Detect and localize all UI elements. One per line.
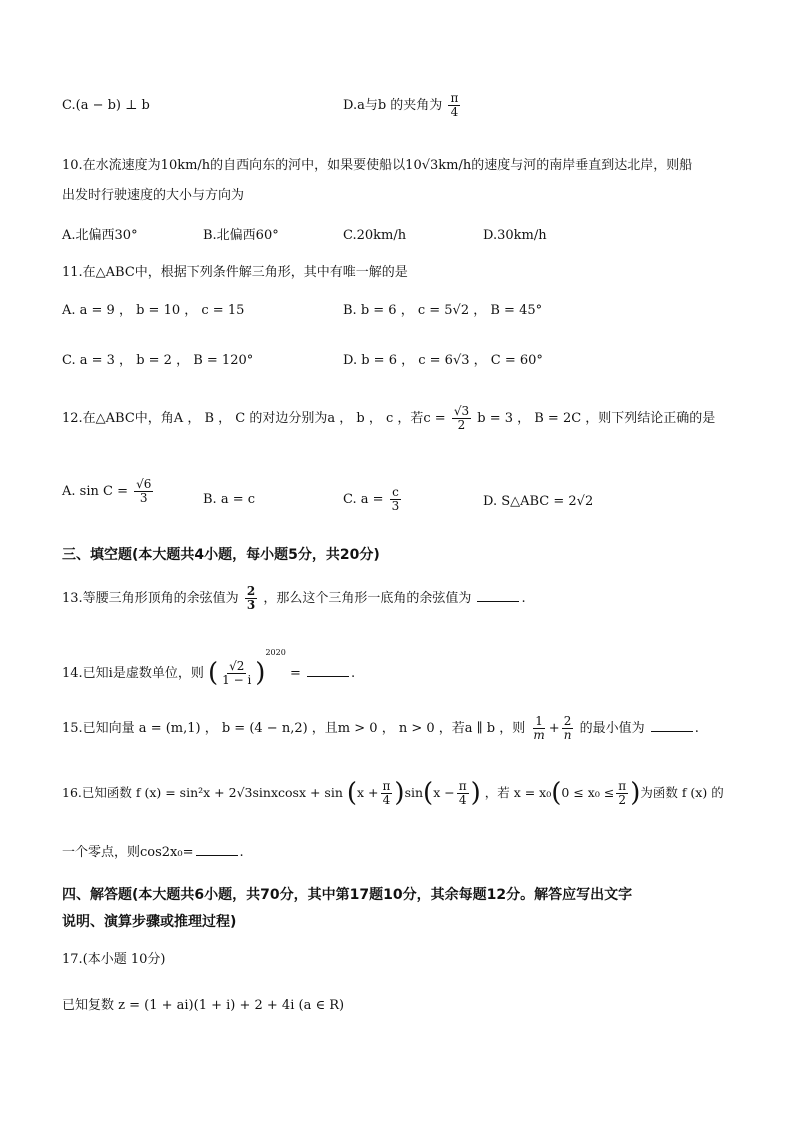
q13-end: . bbox=[521, 591, 526, 607]
q9-option-d-fraction bbox=[448, 92, 460, 119]
q12-stem-text-a: 12.在△ABC中，角A ， B ， C 的对边分别为a ， b ， c ，若c = bbox=[62, 411, 446, 427]
q15-numerator-2: 2 bbox=[563, 714, 572, 728]
q16-fraction-1-num: π bbox=[382, 778, 391, 793]
q9-option-d-text: D.a与b 的夹角为 bbox=[343, 98, 443, 114]
q12-stem-text-b: b = 3 ， B = 2C ，则下列结论正确的是 bbox=[477, 411, 716, 427]
q13 bbox=[62, 585, 526, 612]
q16-text-b: ，若 x = x₀ bbox=[484, 785, 552, 801]
q16-fraction-1 bbox=[381, 780, 393, 807]
q17-text: 已知复数 z = (1 + ai)(1 + i) + 2 + 4i (a ∈ R) bbox=[62, 998, 345, 1013]
q16-fraction-1-den: 4 bbox=[382, 793, 391, 808]
q14-left-paren: ( bbox=[207, 657, 219, 688]
q11-option-a: A. a = 9 ， b = 10 ， c = 15 bbox=[62, 303, 245, 318]
q16-fraction-3 bbox=[616, 780, 628, 807]
q9-option-d-numerator: π bbox=[450, 91, 459, 105]
q14 bbox=[62, 648, 355, 689]
q16-end: . bbox=[239, 845, 244, 860]
q16-line2-text: 一个零点，则cos2x₀= bbox=[62, 845, 194, 860]
q14-text-a: 14.已知i是虚数单位，则 bbox=[62, 666, 204, 681]
section4-heading-line2: 说明、演算步骤或推理过程) bbox=[62, 914, 237, 930]
q12-option-c-denominator: 3 bbox=[391, 499, 400, 514]
q10-stem-line2: 出发时行驶速度的大小与方向为 bbox=[62, 188, 245, 203]
q12-stem-numerator: √3 bbox=[453, 404, 470, 418]
q14-denominator: 1 − i bbox=[222, 673, 252, 687]
q15 bbox=[62, 715, 699, 742]
q16-fraction-2-den: 4 bbox=[458, 793, 467, 808]
q9-option-c-text: C.(a − b) ⊥ b bbox=[62, 98, 150, 113]
q16-paren-2-close: ) bbox=[470, 778, 481, 808]
q12-stem bbox=[62, 405, 715, 432]
q12-stem-denominator: 2 bbox=[457, 418, 466, 433]
q11-option-c: C. a = 3 ， b = 2 ， B = 120° bbox=[62, 353, 254, 368]
q12-option-a-numerator: √6 bbox=[136, 477, 152, 491]
q14-equals: = bbox=[289, 666, 301, 681]
q12-option-a-text: A. sin C = bbox=[62, 484, 128, 500]
q15-answer-blank[interactable] bbox=[651, 731, 693, 732]
q14-right-paren: ) bbox=[255, 657, 266, 688]
q13-text-b: ，那么这个三角形一底角的余弦值为 bbox=[263, 591, 472, 607]
q12-option-c-numerator: c bbox=[392, 485, 399, 499]
section4-heading-line1: 四、解答题(本大题共6小题，共70分，其中第17题10分，其余每题12分。解答应写出文字 bbox=[62, 887, 633, 903]
q16-paren-1-open: ( bbox=[346, 778, 358, 808]
q16-fraction-2 bbox=[457, 780, 469, 807]
q13-text-a: 13.等腰三角形顶角的余弦值为 bbox=[62, 591, 239, 607]
q9-option-d-denominator: 4 bbox=[450, 105, 459, 120]
q10-option-c: C.20km/h bbox=[343, 228, 407, 243]
q16-paren-3-open: ( bbox=[551, 778, 562, 808]
q14-numerator: √2 bbox=[229, 658, 245, 673]
section3-heading: 三、填空题(本大题共4小题，每小题5分，共20分) bbox=[62, 547, 380, 563]
q16-paren-1-close: ) bbox=[394, 778, 405, 808]
q9-option-c bbox=[62, 98, 150, 114]
q13-denominator: 3 bbox=[246, 598, 256, 613]
q15-denominator-1: m bbox=[533, 728, 545, 743]
q12-option-c-text: C. a = bbox=[343, 492, 384, 508]
q13-answer-blank[interactable] bbox=[477, 601, 519, 602]
q15-fraction-1 bbox=[531, 715, 546, 742]
q12-option-a-fraction bbox=[134, 478, 153, 505]
q16-fraction-3-den: 2 bbox=[618, 793, 627, 808]
q10-stem-line1: 10.在水流速度为10km/h的自西向东的河中，如果要使船以10√3km/h的速度与河的南岸垂直到达北岸，则船 bbox=[62, 158, 693, 173]
q14-fraction bbox=[220, 660, 253, 687]
q12-option-c-fraction bbox=[390, 486, 402, 513]
q16-text-c: 为函数 f (x) 的 bbox=[640, 785, 724, 801]
q10-option-b: B.北偏西60° bbox=[203, 228, 279, 243]
q13-fraction bbox=[245, 585, 257, 612]
q15-end: . bbox=[694, 721, 699, 737]
q15-text-b: 的最小值为 bbox=[579, 721, 645, 737]
q12-option-b: B. a = c bbox=[203, 492, 256, 507]
q15-text-a: 15.已知向量 a = (m,1) ， b = (4 − n,2) ，且m > 0 ， n > 0 ，若a ∥ b ，则 bbox=[62, 721, 526, 737]
q14-answer-blank[interactable] bbox=[307, 676, 349, 677]
q17-label: 17.(本小题 10分) bbox=[62, 952, 166, 967]
q11-option-d: D. b = 6 ， c = 6√3 ， C = 60° bbox=[343, 353, 543, 368]
q14-exponent: 2020 bbox=[265, 648, 286, 657]
q12-option-d: D. S△ABC = 2√2 bbox=[483, 494, 594, 509]
q15-plus: + bbox=[548, 721, 560, 737]
q12-option-a bbox=[62, 478, 155, 505]
q16-answer-blank[interactable] bbox=[196, 855, 238, 856]
q16-fraction-3-num: π bbox=[618, 778, 627, 793]
q16-line1 bbox=[62, 778, 724, 809]
q16-line2 bbox=[62, 845, 244, 861]
q16-condition: 0 ≤ x₀ ≤ bbox=[561, 785, 615, 801]
q11-stem: 11.在△ABC中，根据下列条件解三角形，其中有唯一解的是 bbox=[62, 265, 408, 280]
q10-option-d: D.30km/h bbox=[483, 228, 547, 243]
q16-inner1: x + bbox=[357, 785, 379, 801]
q15-numerator-1: 1 bbox=[535, 714, 543, 728]
q13-numerator: 2 bbox=[246, 584, 256, 598]
q11-option-b: B. b = 6 ， c = 5√2 ， B = 45° bbox=[343, 303, 543, 318]
q16-fraction-2-num: π bbox=[458, 778, 467, 793]
q15-fraction-2 bbox=[562, 715, 574, 742]
q16-paren-3-close: ) bbox=[630, 778, 641, 808]
q12-option-c bbox=[343, 486, 403, 513]
q10-option-a: A.北偏西30° bbox=[62, 228, 138, 243]
q12-stem-fraction bbox=[452, 405, 471, 432]
q15-denominator-2: n bbox=[563, 728, 572, 743]
q16-sin2: sin bbox=[404, 785, 424, 801]
q16-inner2: x − bbox=[433, 785, 455, 801]
q12-option-a-denominator: 3 bbox=[139, 491, 148, 506]
q14-end: . bbox=[351, 666, 356, 681]
q16-text-a: 16.已知函数 f (x) = sin²x + 2√3sinxcosx + sin bbox=[62, 785, 343, 801]
q9-option-d bbox=[343, 92, 462, 119]
q16-paren-2-open: ( bbox=[423, 778, 434, 808]
